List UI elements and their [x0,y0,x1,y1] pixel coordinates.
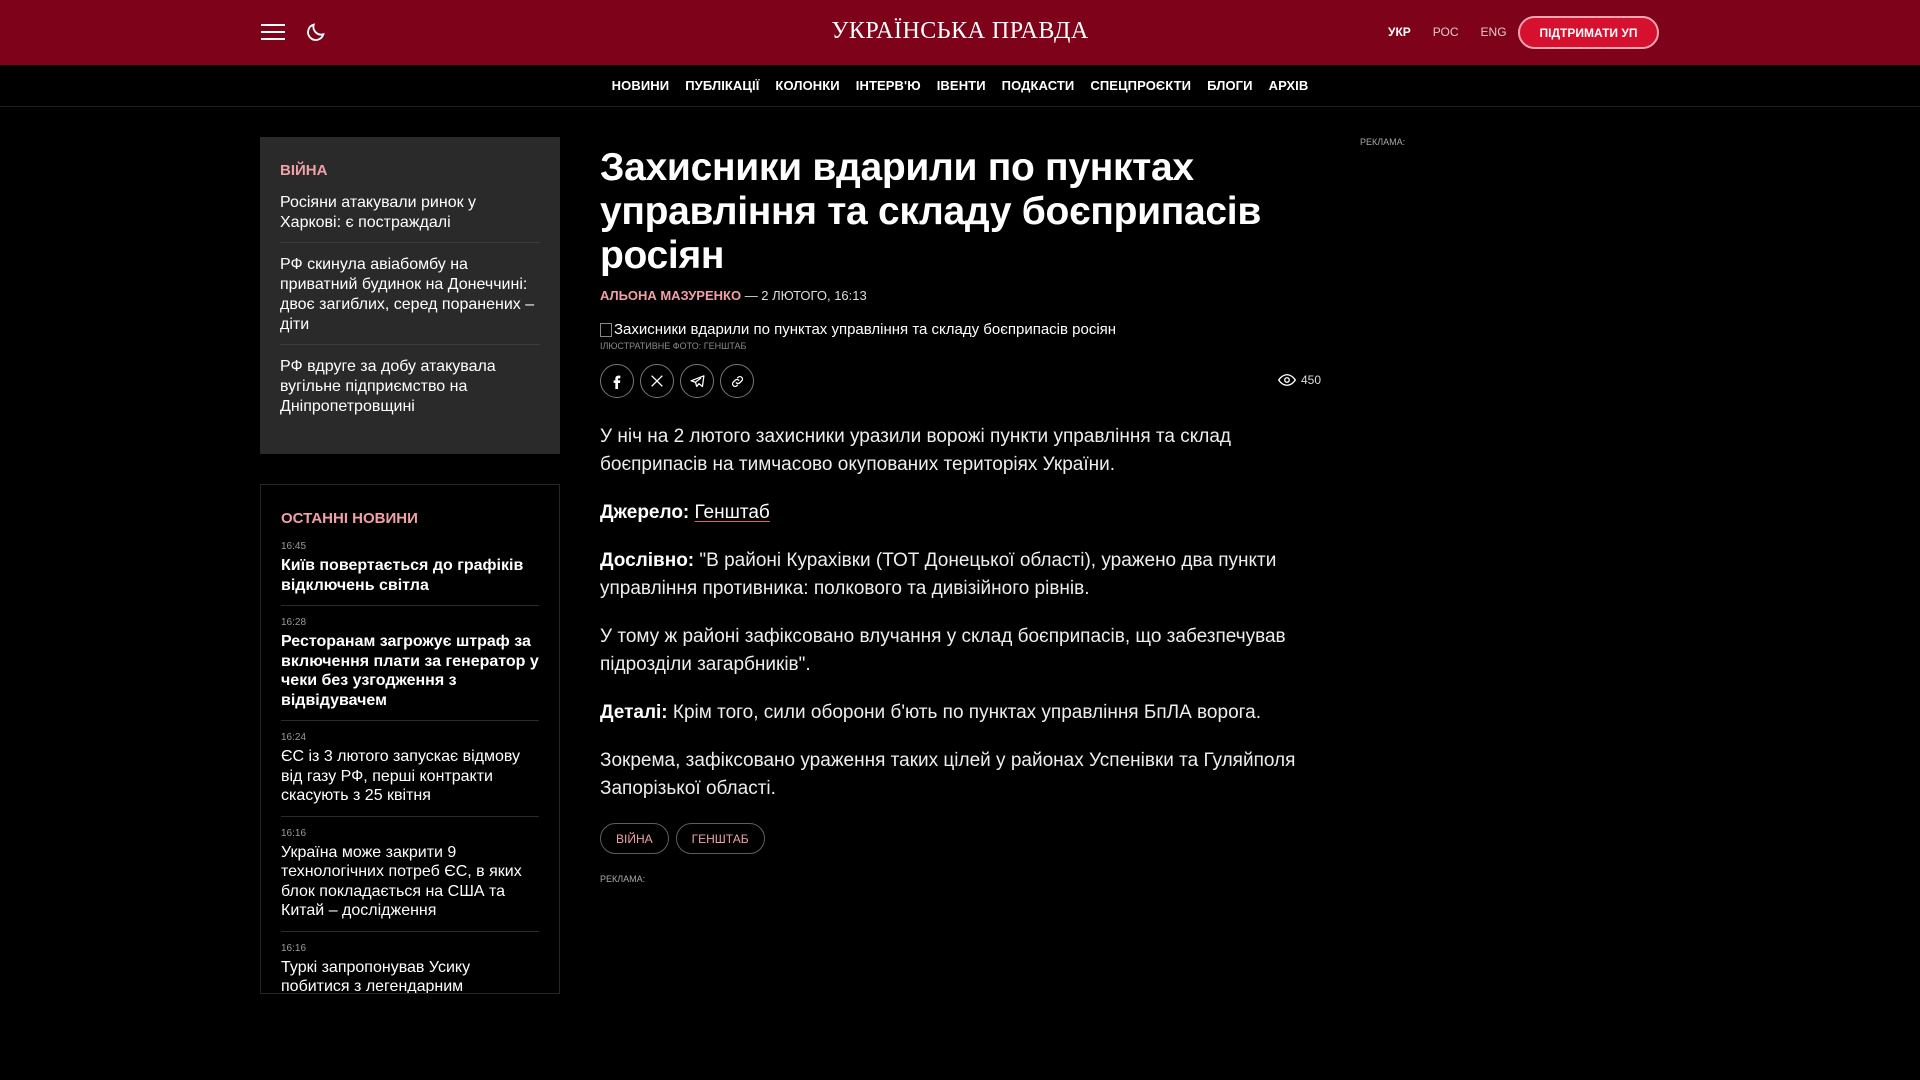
war-news-item[interactable]: РФ скинула авіабомбу на приватний будинок на Донеччині: двоє загиблих, серед поранених – діти [280,255,540,345]
news-title[interactable]: Київ повертається до графіків відключень світла [281,557,524,594]
nav-interviews[interactable]: ІНТЕРВ'Ю [855,78,921,93]
x-share-button[interactable] [640,364,674,398]
article-lead: У ніч на 2 лютого захисники уразили ворожі пункти управління та склад боєприпасів на тимчасово окупованих територіях України. [600,426,1231,475]
facebook-icon [609,373,625,389]
news-time: 16:16 [281,827,307,839]
broken-image-icon [600,323,612,337]
latest-news-item[interactable] [281,617,539,721]
article-image-alt: Захисники вдарили по пунктах управління та складу боєприпасів росіян [614,321,1117,338]
nav-news[interactable]: НОВИНИ [611,78,670,93]
tag-war[interactable]: ВІЙНА [600,823,669,854]
war-news-box [260,137,560,454]
eye-icon [1278,374,1296,386]
war-news-item[interactable]: Росіяни атакували ринок у Харкові: є постраждалі [280,193,540,243]
nav-publications[interactable]: ПУБЛІКАЦІЇ [685,78,760,93]
news-time: 16:16 [281,942,307,954]
war-news-item[interactable]: РФ вдруге за добу атакувала вугільне підприємство на Дніпропетровщині [280,358,496,415]
nav-specprojects[interactable]: СПЕЦПРОЄКТИ [1090,78,1192,93]
article-title: Захисники вдарили по пунктах управління та складу боєприпасів росіян [600,146,1262,277]
details-text: Крім того, сили оборони б'ють по пунктах управління БпЛА ворога. [667,702,1261,723]
news-title[interactable]: Туркі запропонував Усику побитися з легендарним [281,958,471,994]
war-box-title[interactable]: ВІЙНА [280,162,328,179]
view-counter [1278,373,1321,387]
latest-news-item[interactable] [281,943,539,995]
view-count: 450 [1301,373,1322,387]
nav-archive[interactable]: АРХІВ [1268,78,1309,93]
telegram-share-button[interactable] [680,364,714,398]
nav-blogs[interactable]: БЛОГИ [1207,78,1253,93]
dark-mode-moon-icon[interactable] [305,21,327,43]
latest-news-title[interactable]: ОСТАННІ НОВИНИ [281,510,418,527]
telegram-icon [689,373,706,390]
copy-link-button[interactable] [720,364,754,398]
source-link[interactable]: Генштаб [694,502,770,523]
language-switcher [1388,25,1529,39]
lang-ukr[interactable]: УКР [1388,25,1411,39]
article-author[interactable]: АЛЬОНА МАЗУРЕНКО [600,288,742,303]
x-icon [649,373,665,389]
lang-eng[interactable]: ENG [1480,25,1507,39]
article-paragraph: Зокрема, зафіксовано ураження таких цілей у районах Успенівки та Гуляйполя Запорізької області. [600,750,1296,799]
article-details [600,699,1320,727]
latest-news-item[interactable] [281,828,539,932]
news-title[interactable]: Україна може закрити 9 технологічних потреб ЄС, в яких блок покладається на США та Китай – дослідження [281,843,522,919]
article-image [600,321,1320,338]
article-tags [600,823,1320,854]
support-button[interactable]: ПІДТРИМАТИ УП [1518,16,1659,49]
image-caption: ІЛЮСТРАТИВНЕ ФОТО: ГЕНШТАБ [600,341,747,351]
facebook-share-button[interactable] [600,364,634,398]
latest-news-item[interactable] [281,541,539,606]
article-byline [600,288,1320,303]
right-ad-label: РЕКЛАМА: [1360,137,1406,147]
article-body [600,423,1320,803]
tag-general-staff[interactable]: ГЕНШТАБ [676,823,765,854]
news-time: 16:45 [281,541,307,552]
article-quote [600,547,1320,603]
nav-podcasts[interactable]: ПОДКАСТИ [1001,78,1075,93]
quote-text: "В районі Курахівки (ТОТ Донецької області), уражено два пункти управління противника: полкового та дивізійного рівнів. [600,550,1277,599]
article-paragraph: У тому ж районі зафіксовано влучання у склад боєприпасів, що забезпечував підрозділи загарбників". [600,626,1286,675]
nav-columns[interactable]: КОЛОНКИ [775,78,840,93]
top-header-bar [0,0,1920,65]
link-icon [730,374,745,389]
ad-label: РЕКЛАМА: [600,874,646,884]
quote-label: Дослівно: [600,550,695,571]
main-nav [0,65,1920,107]
site-logo[interactable]: УКРАЇНСЬКА ПРАВДА [831,18,1089,44]
latest-news-item[interactable] [281,732,539,817]
article-source [600,499,1320,527]
details-label: Деталі: [600,702,668,723]
source-label: Джерело: [600,502,690,523]
article-date: — 2 ЛЮТОГО, 16:13 [741,288,867,303]
news-time: 16:28 [281,617,307,628]
article [600,146,1320,884]
latest-news-box [260,484,560,994]
menu-icon[interactable] [261,24,285,42]
news-title[interactable]: Ресторанам загрожує штраф за включення плати за генератор у чеки без узгодження з відвідувачем [281,633,539,709]
share-bar [600,364,1320,398]
news-title[interactable]: ЄС із 3 лютого запускає відмову від газу РФ, перші контракти скасують з 25 квітня [281,748,521,804]
nav-events[interactable]: ІВЕНТИ [936,78,986,93]
lang-ros[interactable]: РОС [1432,25,1459,39]
news-time: 16:24 [281,732,307,743]
